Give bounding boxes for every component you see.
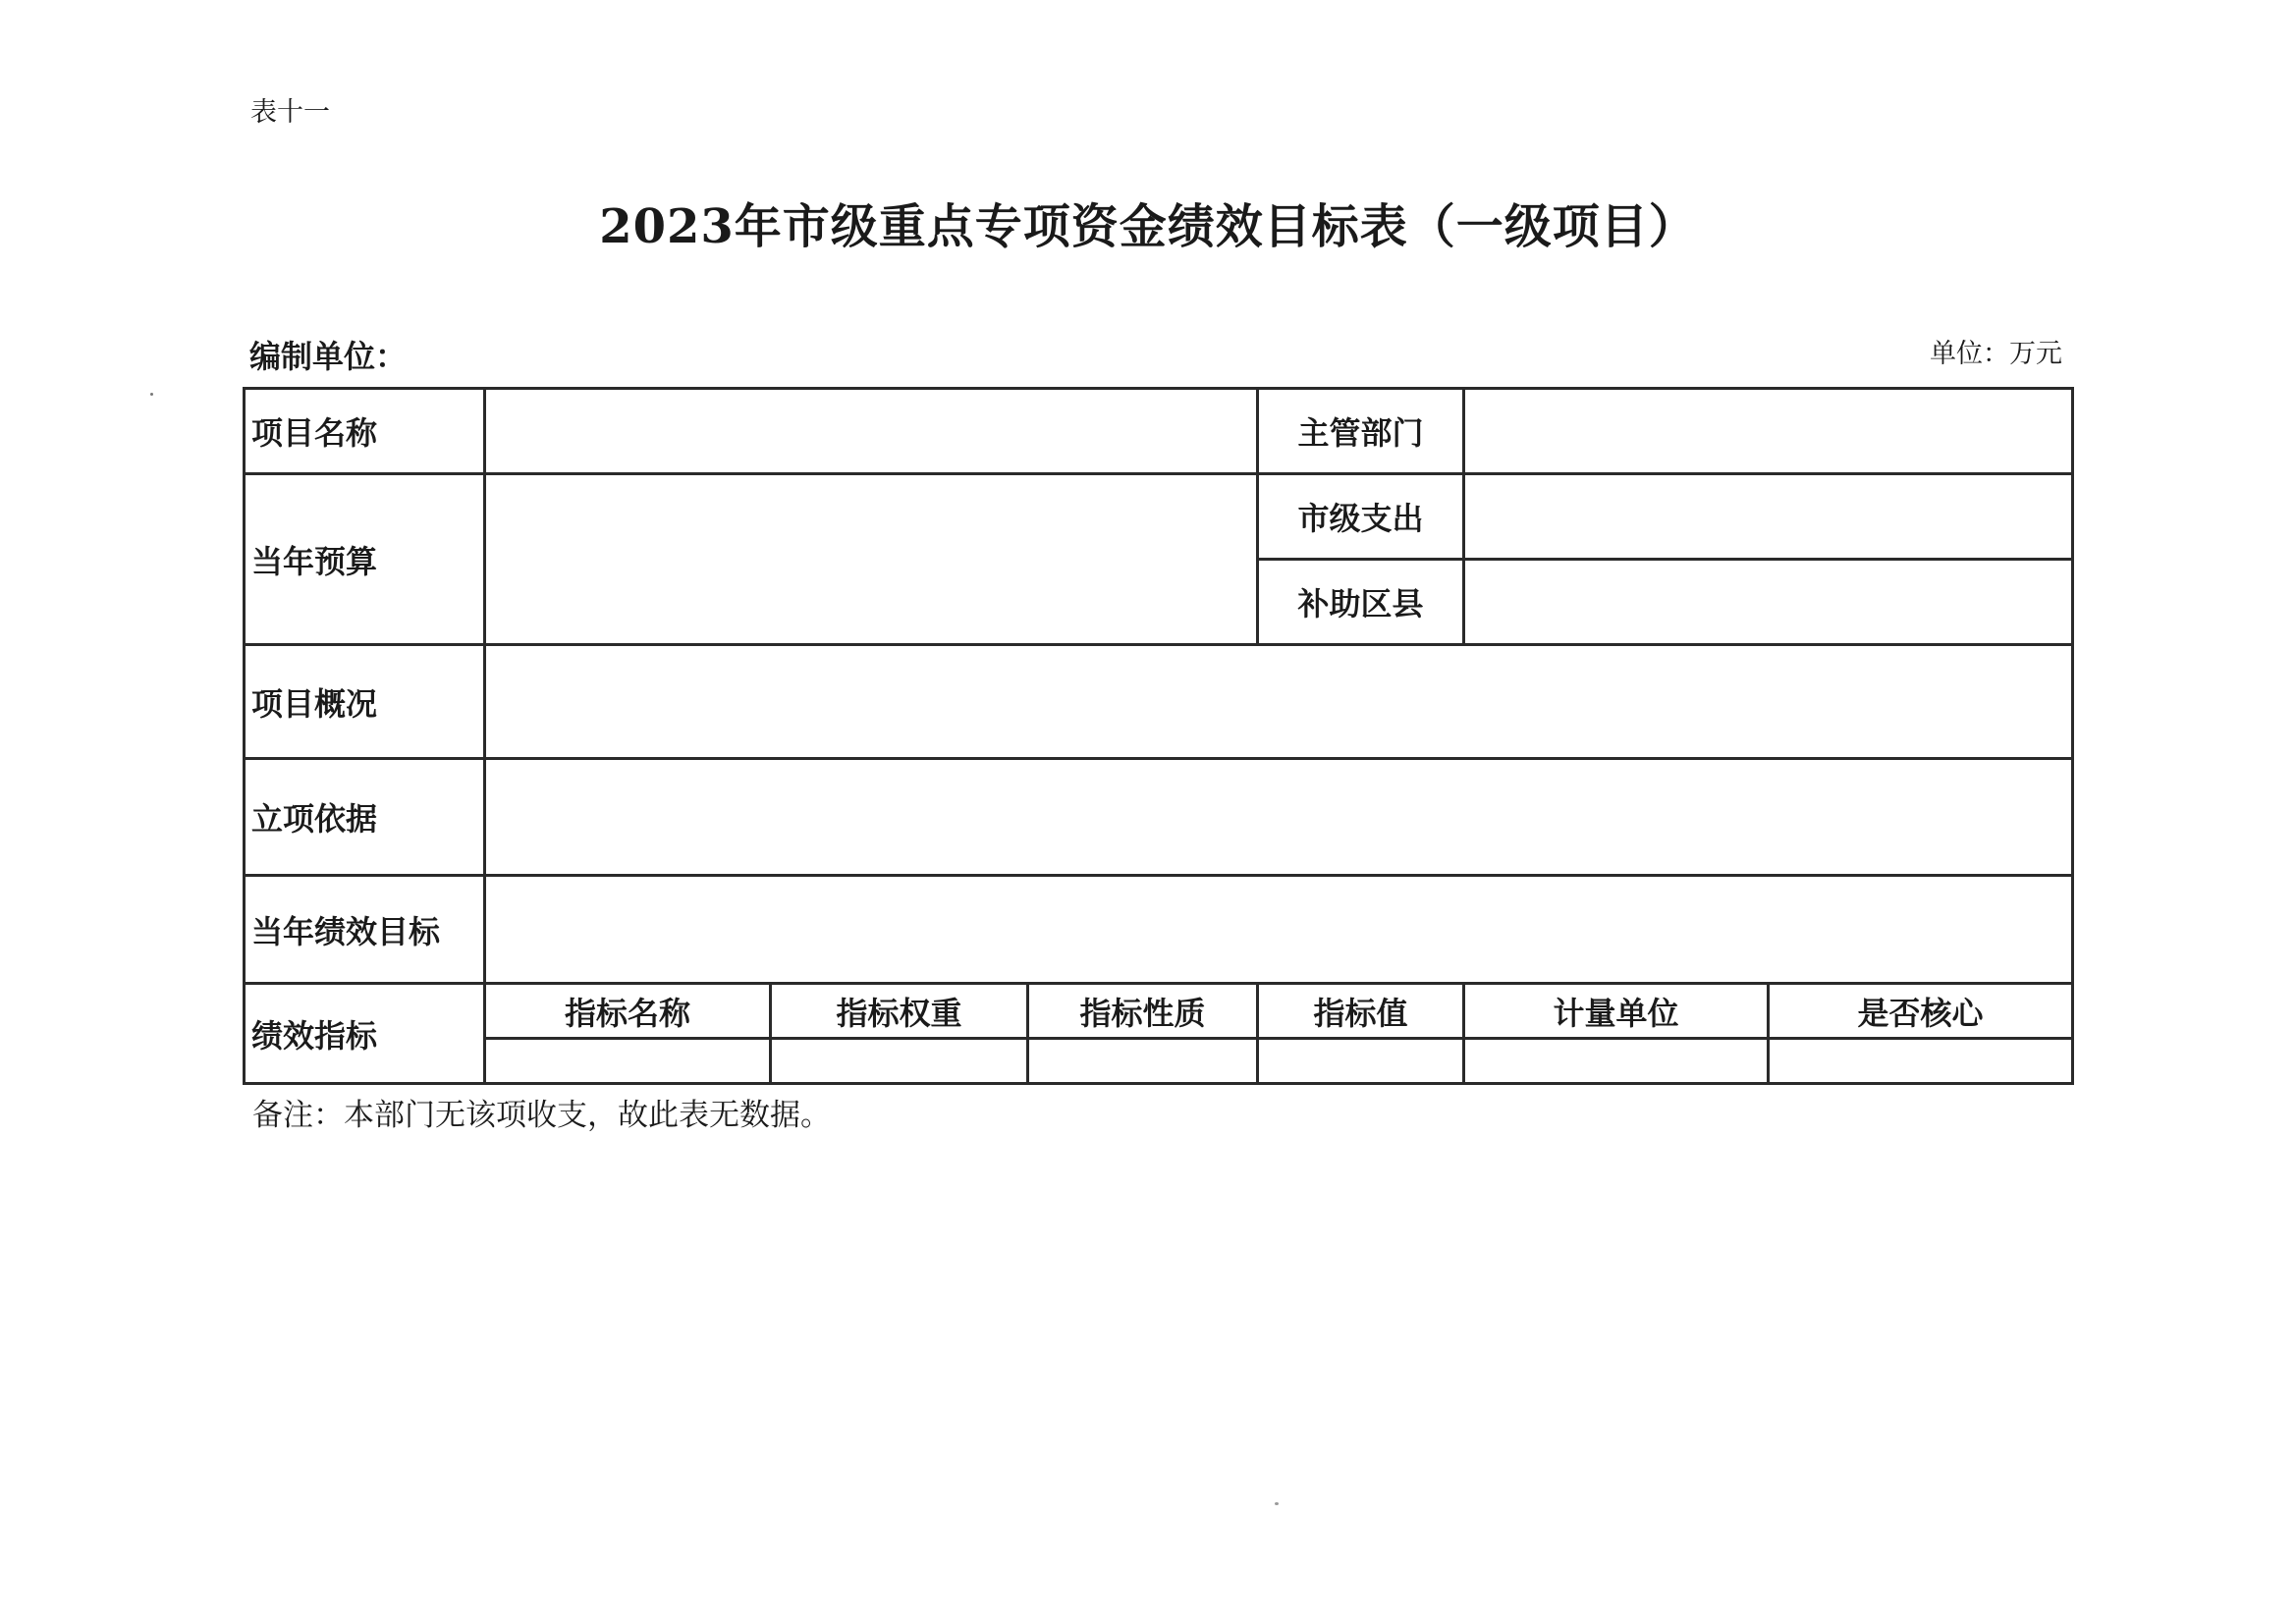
city-spend-value	[1464, 474, 2073, 560]
table-row	[245, 389, 2073, 474]
table-row	[245, 876, 2073, 984]
indicator-core-cell	[1769, 1039, 2073, 1084]
city-spend-label: 市级支出	[1258, 474, 1464, 560]
indicator-header-unit: 计量单位	[1464, 984, 1769, 1039]
district-subsidy-label: 补助区县	[1258, 560, 1464, 645]
table-row	[245, 759, 2073, 876]
table-row	[245, 645, 2073, 759]
performance-target-table	[243, 387, 2074, 1085]
project-name-value	[485, 389, 1258, 474]
indicator-header-weight: 指标权重	[771, 984, 1028, 1039]
indicator-unit-cell	[1464, 1039, 1769, 1084]
table-row	[245, 1039, 2073, 1084]
indicator-header-core: 是否核心	[1769, 984, 2073, 1039]
dept-value	[1464, 389, 2073, 474]
indicator-nature-cell	[1028, 1039, 1258, 1084]
currency-unit-label: 单位：万元	[1930, 339, 2062, 369]
page-title: 2023年市级重点专项资金绩效目标表（一级项目）	[599, 199, 1697, 254]
footnote: 备注：本部门无该项收支，故此表无数据。	[252, 1098, 831, 1133]
indicator-value-cell	[1258, 1039, 1464, 1084]
overview-label: 项目概况	[245, 645, 485, 759]
overview-value	[485, 645, 2073, 759]
budget-label: 当年预算	[245, 474, 485, 645]
table-number: 表十一	[250, 97, 330, 128]
indicator-name-cell	[485, 1039, 771, 1084]
scan-speck	[1275, 1502, 1279, 1505]
dept-label: 主管部门	[1258, 389, 1464, 474]
table-row	[245, 474, 2073, 560]
basis-label: 立项依据	[245, 759, 485, 876]
indicator-header-nature: 指标性质	[1028, 984, 1258, 1039]
indicators-label: 绩效指标	[245, 984, 485, 1084]
compiling-unit-label: 编制单位：	[249, 338, 408, 375]
project-name-label: 项目名称	[245, 389, 485, 474]
goal-value	[485, 876, 2073, 984]
district-subsidy-value	[1464, 560, 2073, 645]
indicator-weight-cell	[771, 1039, 1028, 1084]
budget-value	[485, 474, 1258, 645]
table-row	[245, 984, 2073, 1039]
basis-value	[485, 759, 2073, 876]
indicator-header-value: 指标值	[1258, 984, 1464, 1039]
scan-speck	[150, 393, 153, 396]
goal-label: 当年绩效目标	[245, 876, 485, 984]
indicator-header-name: 指标名称	[485, 984, 771, 1039]
